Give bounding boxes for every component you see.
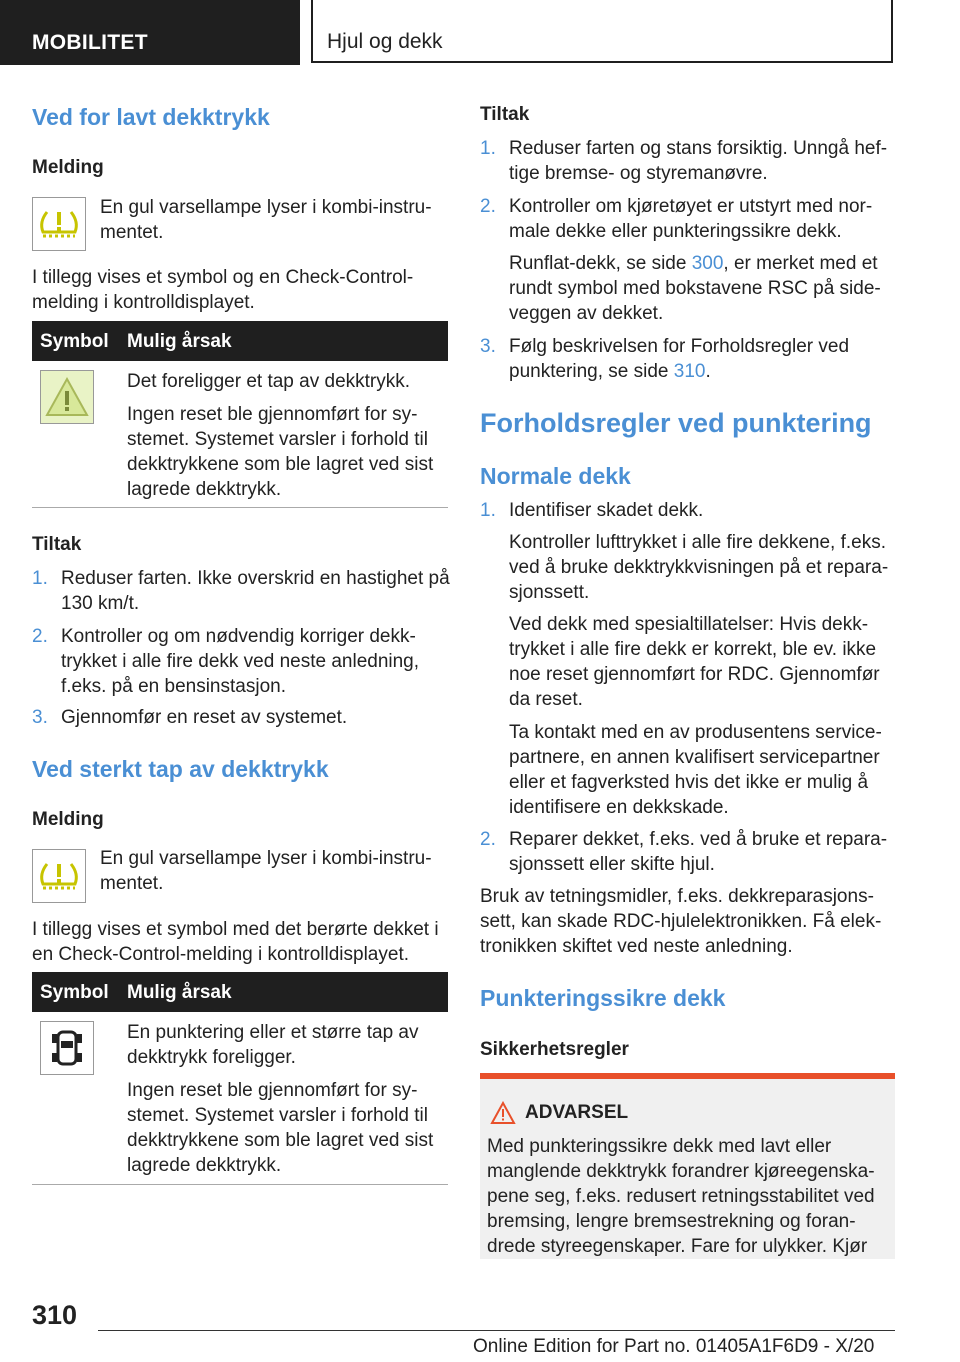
table-1-row-text: Det foreligger et tap av dekktrykk. Ingen reset ble gjennomført for sy- stemet. Systemet varsler i forhold til dekktrykkene som ble lagret ved sist lagrede dekktrykk. [127, 371, 434, 500]
heading-normal-tires: Normale dekk [480, 463, 631, 489]
table-1-header [32, 321, 448, 361]
warning-triangle-icon [490, 1101, 516, 1130]
list-number: 2. [480, 829, 496, 850]
message-1-text: En gul varsellampe lyser i kombi-instru- mentet. [100, 197, 432, 243]
list-item-detail: Ta kontakt med en av produsentens service- partnere, en annen kvalifisert servicepartner eller et fagverksted hvis det ikke er mulig å identifisere en dekkskade. [509, 722, 882, 818]
warning-text: Med punkteringssikre dekk med lavt eller manglende dekktrykk forandrer kjøreegenska- pene seg, f.eks. redusert retningsstabilitet ved bremsing, lengre bremsestrekning og foran- drede styreegenskaper. Fare for ulykker. Kjør [487, 1136, 875, 1257]
list-number: 1. [32, 568, 48, 589]
message-2-text: En gul varsellampe lyser i kombi-instru- mentet. [100, 848, 432, 894]
list-item-detail: Kontroller lufttrykket i alle fire dekkene, f.eks. ved å bruke dekktrykkvisningen på et repara- sjonssett. [509, 532, 889, 603]
list-item: Gjennomfør en reset av systemet. [61, 707, 348, 728]
car-tire-icon [40, 1021, 94, 1075]
heading-puncture-precautions: Forholdsregler ved punktering [480, 408, 872, 438]
extra-info-2: I tillegg vises et symbol med det berørte dekket i en Check-Control-melding i kontrolldisplayet. [32, 919, 439, 965]
table-2-rule [32, 1184, 448, 1185]
header-section-tab [0, 0, 300, 65]
heading-strong-loss: Ved sterkt tap av dekktrykk [32, 756, 329, 782]
list-number: 2. [480, 196, 496, 217]
heading-low-pressure: Ved for lavt dekktrykk [32, 104, 270, 130]
list-item: Reduser farten og stans forsiktig. Unngå hef- tige bremse- og styremanøvre. [509, 138, 888, 184]
table-1-rule [32, 507, 448, 508]
header-chapter-tab [311, 0, 893, 63]
page-link-300[interactable]: 300 [691, 253, 724, 274]
footer-rule [98, 1330, 895, 1331]
list-item-detail: Ved dekk med spesialtillatelser: Hvis dekk- trykket i alle fire dekk er korrekt, ble ev. ikke noe reset gjennomført for RDC. Gjennomfør da reset. [509, 614, 880, 710]
list-number: 1. [480, 138, 496, 159]
table-1-col-symbol: Symbol [40, 331, 109, 352]
list-number: 3. [32, 707, 48, 728]
table-1-col-cause: Mulig årsak [127, 331, 232, 352]
list-number: 1. [480, 500, 496, 521]
table-2-col-symbol: Symbol [40, 982, 109, 1003]
tire-pressure-warning-icon [32, 849, 86, 903]
extra-info-1: I tillegg vises et symbol og en Check-Control- melding i kontrolldisplayet. [32, 267, 414, 313]
tire-pressure-warning-icon [32, 197, 86, 251]
table-2-header [32, 972, 448, 1012]
subheading-safety: Sikkerhetsregler [480, 1039, 629, 1060]
list-item: Kontroller om kjøretøyet er utstyrt med nor- male dekke eller punkteringssikre dekk. [509, 196, 873, 242]
table-2-row-text: En punktering eller et større tap av dekktrykk foreligger. Ingen reset ble gjennomført for sy- stemet. Systemet varsler i forhold til dekktrykkene som ble lagret ved sist lagrede dekktrykk. [127, 1022, 434, 1176]
page-number: 310 [32, 1300, 78, 1330]
list-item: Kontroller og om nødvendig korriger dekk- trykket i alle fire dekk ved neste anledning, f.eks. på en bensinstasjon. [61, 626, 420, 697]
warning-title: ADVARSEL [525, 1102, 629, 1123]
table-2-col-cause: Mulig årsak [127, 982, 232, 1003]
list-number: 3. [480, 336, 496, 357]
header-chapter: Hjul og dekk [327, 30, 443, 53]
warning-box [480, 1079, 895, 1259]
header-section: MOBILITET [32, 31, 148, 54]
subheading-message-1: Melding [32, 157, 104, 178]
page-link-310[interactable]: 310 [673, 361, 706, 382]
list-item: Reduser farten. Ikke overskrid en hastighet på 130 km/t. [61, 568, 450, 614]
subheading-actions-2: Tiltak [480, 104, 530, 125]
list-item: Reparer dekket, f.eks. ved å bruke et repara- sjonssett eller skifte hjul. [509, 829, 888, 875]
list-item-detail: Runflat-dekk, se side 300, er merket med et rundt symbol med bokstavene RSC på side- veggen av dekket. [509, 253, 881, 324]
heading-runflat-tires: Punkteringssikre dekk [480, 985, 726, 1011]
list-item: Følg beskrivelsen for Forholdsregler ved punktering, se side 310. [509, 336, 850, 382]
subheading-actions-1: Tiltak [32, 534, 82, 555]
sealant-note: Bruk av tetningsmidler, f.eks. dekkreparasjons- sett, kan skade RDC-hjulelektronikken. Få elek- tronikken skiftet ved neste anledning. [480, 886, 882, 957]
list-number: 2. [32, 626, 48, 647]
list-item: Identifiser skadet dekk. [509, 500, 704, 521]
footer-edition: Online Edition for Part no. 01405A1F6D9 - X/20 [473, 1336, 875, 1357]
triangle-warning-icon [40, 370, 94, 424]
subheading-message-2: Melding [32, 809, 104, 830]
